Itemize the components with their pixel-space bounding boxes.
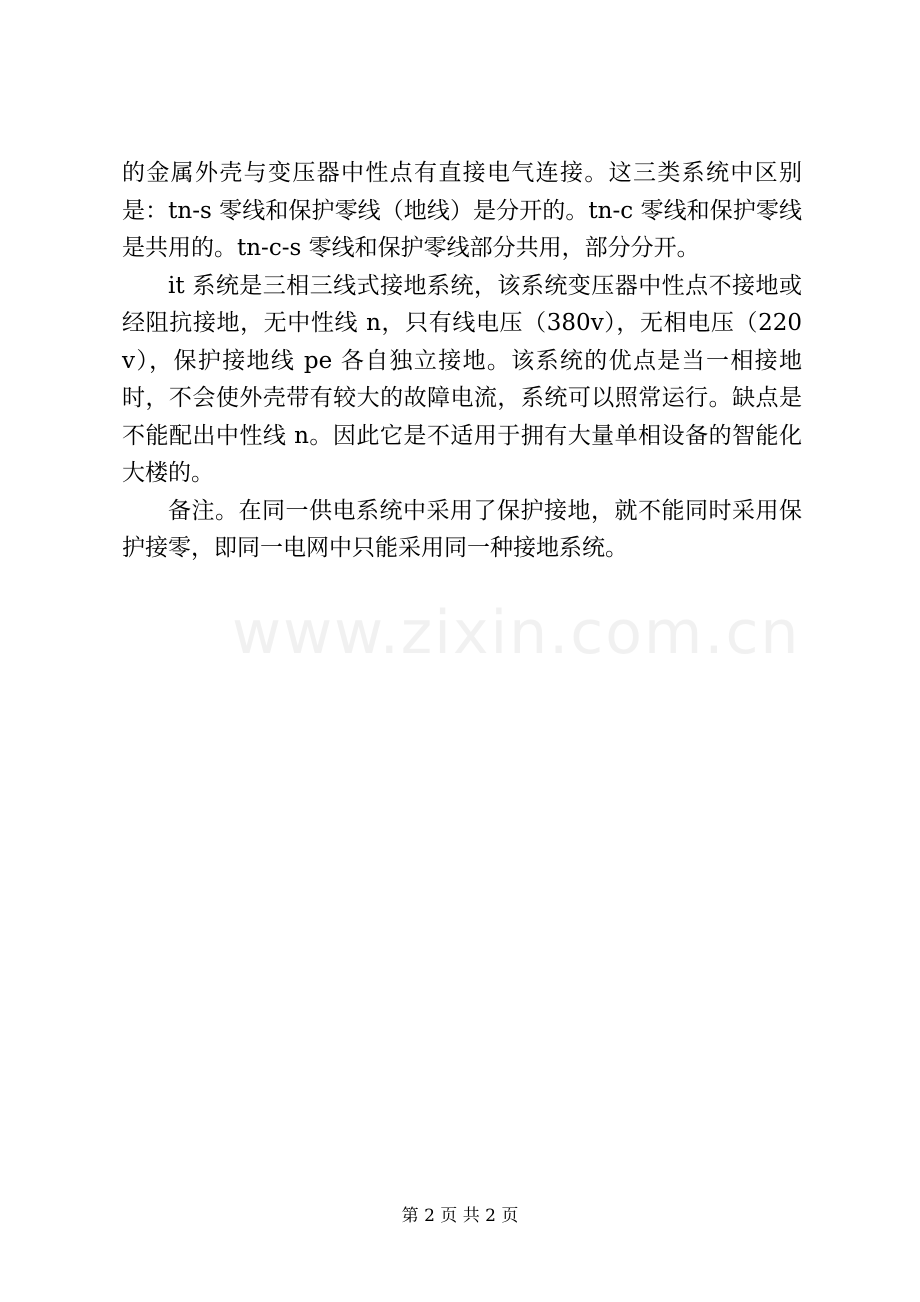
page-footer: 第 2 页 共 2 页 bbox=[401, 1206, 519, 1226]
watermark: www.zixin.com.cn bbox=[232, 598, 801, 668]
paragraph-2: it 系统是三相三线式接地系统，该系统变压器中性点不接地或经阻抗接地，无中性线 n，只有线电压（380v），无相电压（220v），保护接地线 pe 各自独立接地。该系统的优点是当一相接地时，不会使外壳带有较大的故障电流，系统可以照常运行。缺点是不能配出中性线 n。因此它是不适用于拥有大量单相设备的智能化大楼的。 bbox=[122, 272, 802, 486]
paragraph-3: 备注。在同一供电系统中采用了保护接地，就不能同时采用保护接零，即同一电网中只能采用同一种接地系统。 bbox=[122, 497, 802, 561]
paragraph-1: 的金属外壳与变压器中性点有直接电气连接。这三类系统中区别是：tn-s 零线和保护零线（地线）是分开的。tn-c 零线和保护零线是共用的。tn-c-s 零线和保护零线部分共用，部分分开。 bbox=[122, 160, 802, 261]
document-body bbox=[122, 155, 802, 568]
